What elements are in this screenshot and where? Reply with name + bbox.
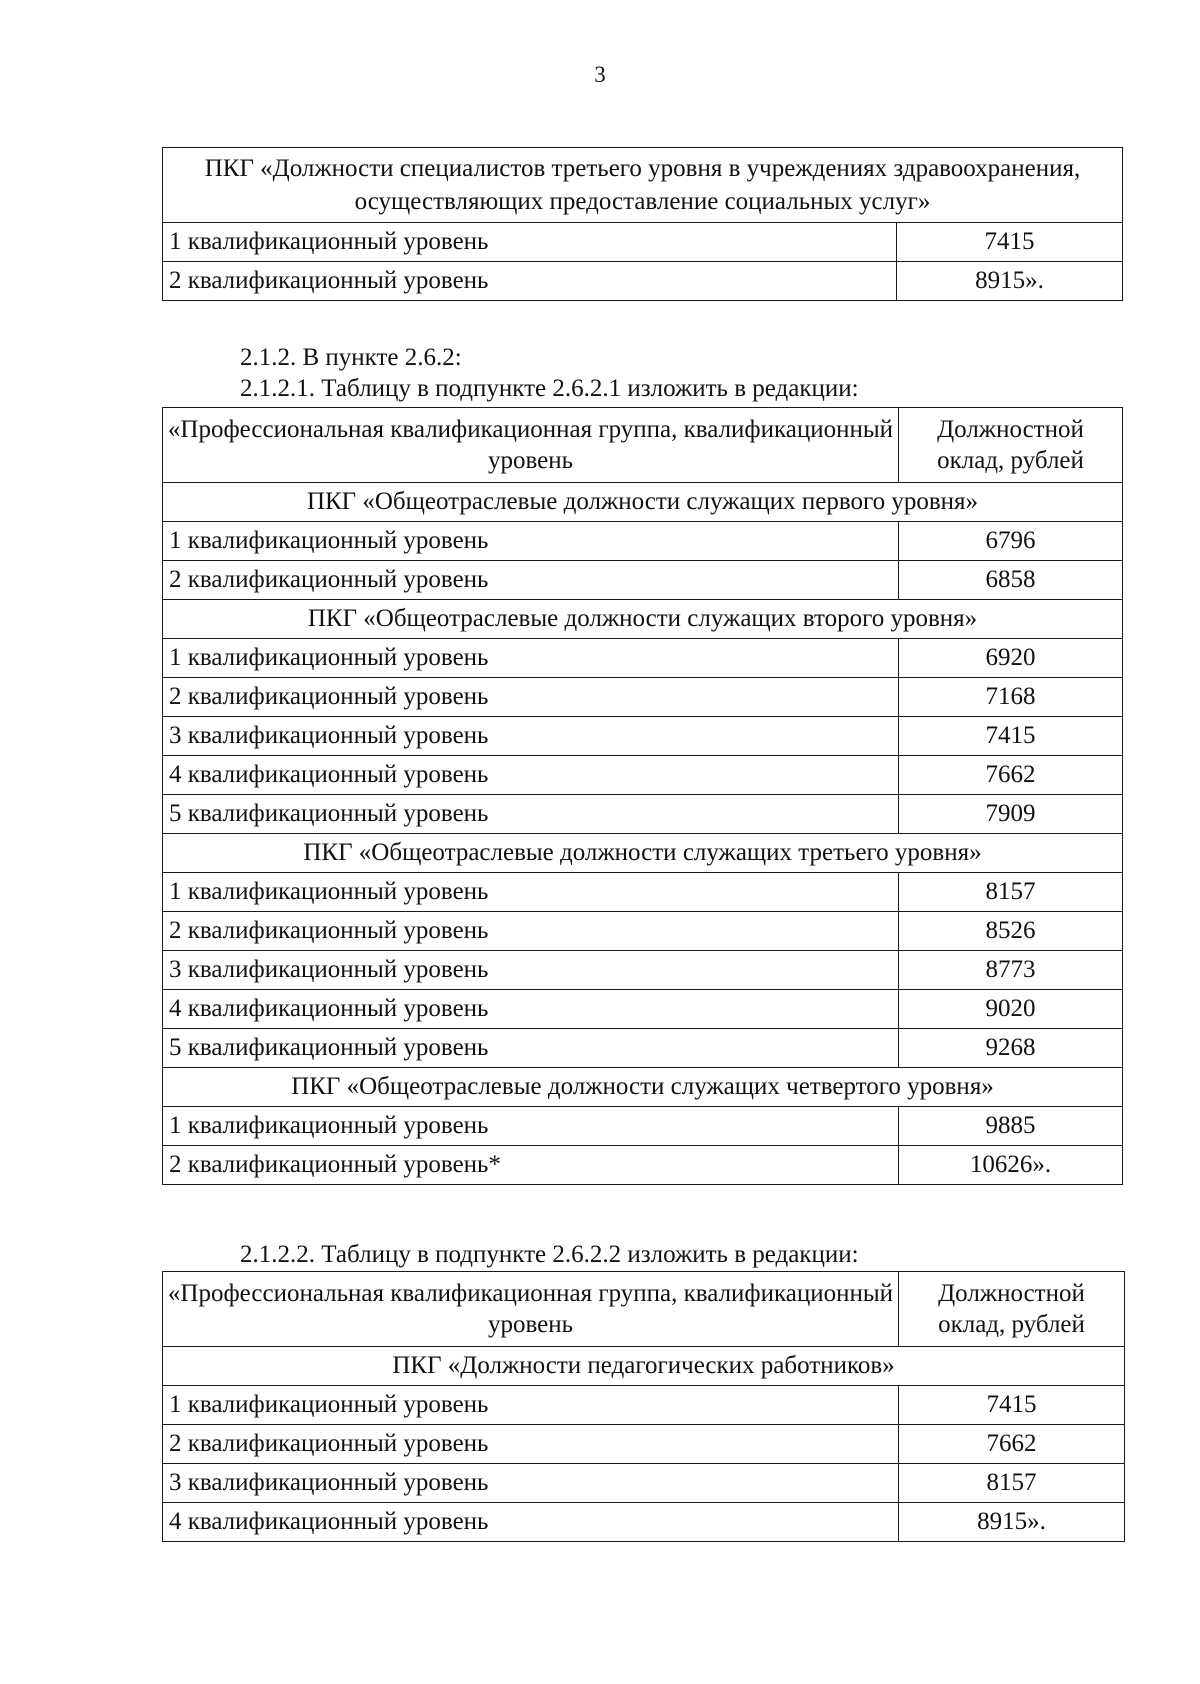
paragraph-2-1-2-1: 2.1.2.1. Таблицу в подпункте 2.6.2.1 изложить в редакции: bbox=[240, 375, 859, 402]
table-row bbox=[163, 678, 1123, 717]
level-label: 2 квалификационный уровень bbox=[163, 262, 897, 301]
salary-value: 7415 bbox=[899, 1386, 1125, 1425]
salary-value: 7415 bbox=[897, 223, 1123, 262]
table-row bbox=[163, 951, 1123, 990]
salary-value: 9020 bbox=[899, 990, 1123, 1029]
table-row bbox=[163, 990, 1123, 1029]
table-row bbox=[163, 912, 1123, 951]
group-title: ПКГ «Общеотраслевые должности служащих третьего уровня» bbox=[163, 834, 1123, 873]
level-label: 1 квалификационный уровень bbox=[163, 1386, 899, 1425]
salary-value: 7662 bbox=[899, 756, 1123, 795]
salary-value: 7168 bbox=[899, 678, 1123, 717]
level-label: 3 квалификационный уровень bbox=[163, 951, 899, 990]
table-row bbox=[163, 1146, 1123, 1185]
salary-value: 7415 bbox=[899, 717, 1123, 756]
table-pedagogical-workers bbox=[162, 1271, 1125, 1542]
salary-value: 8526 bbox=[899, 912, 1123, 951]
table-row bbox=[163, 795, 1123, 834]
table-row bbox=[163, 717, 1123, 756]
header-salary: Должностной оклад, рублей bbox=[899, 408, 1123, 483]
table-row bbox=[163, 262, 1123, 301]
header-group-level: «Профессиональная квалификационная группа, квалификационный уровень bbox=[163, 408, 899, 483]
salary-value: 9885 bbox=[899, 1107, 1123, 1146]
salary-value: 6858 bbox=[899, 561, 1123, 600]
table-row bbox=[163, 1029, 1123, 1068]
level-label: 4 квалификационный уровень bbox=[163, 1503, 899, 1542]
salary-value: 8915». bbox=[899, 1503, 1125, 1542]
group-title: ПКГ «Должности педагогических работников» bbox=[163, 1347, 1125, 1386]
group-title: ПКГ «Общеотраслевые должности служащих первого уровня» bbox=[163, 483, 1123, 522]
level-label: 1 квалификационный уровень bbox=[163, 223, 897, 262]
group-title: ПКГ «Должности специалистов третьего уровня в учреждениях здравоохранения, осуществляющих предоставление социальных услуг» bbox=[163, 148, 1123, 223]
level-label: 1 квалификационный уровень bbox=[163, 522, 899, 561]
level-label: 1 квалификационный уровень bbox=[163, 1107, 899, 1146]
salary-value: 9268 bbox=[899, 1029, 1123, 1068]
paragraph-2-1-2-2: 2.1.2.2. Таблицу в подпункте 2.6.2.2 изложить в редакции: bbox=[240, 1241, 859, 1268]
salary-value: 8915». bbox=[897, 262, 1123, 301]
group-row bbox=[163, 1347, 1125, 1386]
table-row bbox=[163, 873, 1123, 912]
group-row bbox=[163, 834, 1123, 873]
table-row bbox=[163, 1425, 1125, 1464]
paragraph-2-1-2: 2.1.2. В пункте 2.6.2: bbox=[240, 344, 462, 371]
table-row bbox=[163, 1503, 1125, 1542]
header-group-level: «Профессиональная квалификационная группа, квалификационный уровень bbox=[163, 1272, 899, 1347]
group-row bbox=[163, 148, 1123, 223]
table-row bbox=[163, 639, 1123, 678]
level-label: 2 квалификационный уровень bbox=[163, 912, 899, 951]
salary-value: 8773 bbox=[899, 951, 1123, 990]
table-row bbox=[163, 561, 1123, 600]
header-row bbox=[163, 1272, 1125, 1347]
group-title: ПКГ «Общеотраслевые должности служащих четвертого уровня» bbox=[163, 1068, 1123, 1107]
table-row bbox=[163, 223, 1123, 262]
table-row bbox=[163, 522, 1123, 561]
group-row bbox=[163, 600, 1123, 639]
level-label: 2 квалификационный уровень* bbox=[163, 1146, 899, 1185]
table-specialists-third-level bbox=[162, 147, 1123, 301]
salary-value: 8157 bbox=[899, 1464, 1125, 1503]
salary-value: 10626». bbox=[899, 1146, 1123, 1185]
group-row bbox=[163, 483, 1123, 522]
level-label: 1 квалификационный уровень bbox=[163, 873, 899, 912]
level-label: 5 квалификационный уровень bbox=[163, 1029, 899, 1068]
level-label: 2 квалификационный уровень bbox=[163, 561, 899, 600]
table-row bbox=[163, 1107, 1123, 1146]
table-row bbox=[163, 1386, 1125, 1425]
level-label: 3 квалификационный уровень bbox=[163, 717, 899, 756]
salary-value: 7662 bbox=[899, 1425, 1125, 1464]
page-number: 3 bbox=[594, 62, 606, 87]
table-general-employees bbox=[162, 407, 1123, 1185]
table-row bbox=[163, 1464, 1125, 1503]
header-row bbox=[163, 408, 1123, 483]
level-label: 3 квалификационный уровень bbox=[163, 1464, 899, 1503]
table-row bbox=[163, 756, 1123, 795]
header-salary: Должностной оклад, рублей bbox=[899, 1272, 1125, 1347]
level-label: 1 квалификационный уровень bbox=[163, 639, 899, 678]
salary-value: 7909 bbox=[899, 795, 1123, 834]
level-label: 4 квалификационный уровень bbox=[163, 990, 899, 1029]
salary-value: 8157 bbox=[899, 873, 1123, 912]
level-label: 4 квалификационный уровень bbox=[163, 756, 899, 795]
salary-value: 6920 bbox=[899, 639, 1123, 678]
level-label: 2 квалификационный уровень bbox=[163, 1425, 899, 1464]
level-label: 5 квалификационный уровень bbox=[163, 795, 899, 834]
level-label: 2 квалификационный уровень bbox=[163, 678, 899, 717]
group-row bbox=[163, 1068, 1123, 1107]
salary-value: 6796 bbox=[899, 522, 1123, 561]
group-title: ПКГ «Общеотраслевые должности служащих второго уровня» bbox=[163, 600, 1123, 639]
